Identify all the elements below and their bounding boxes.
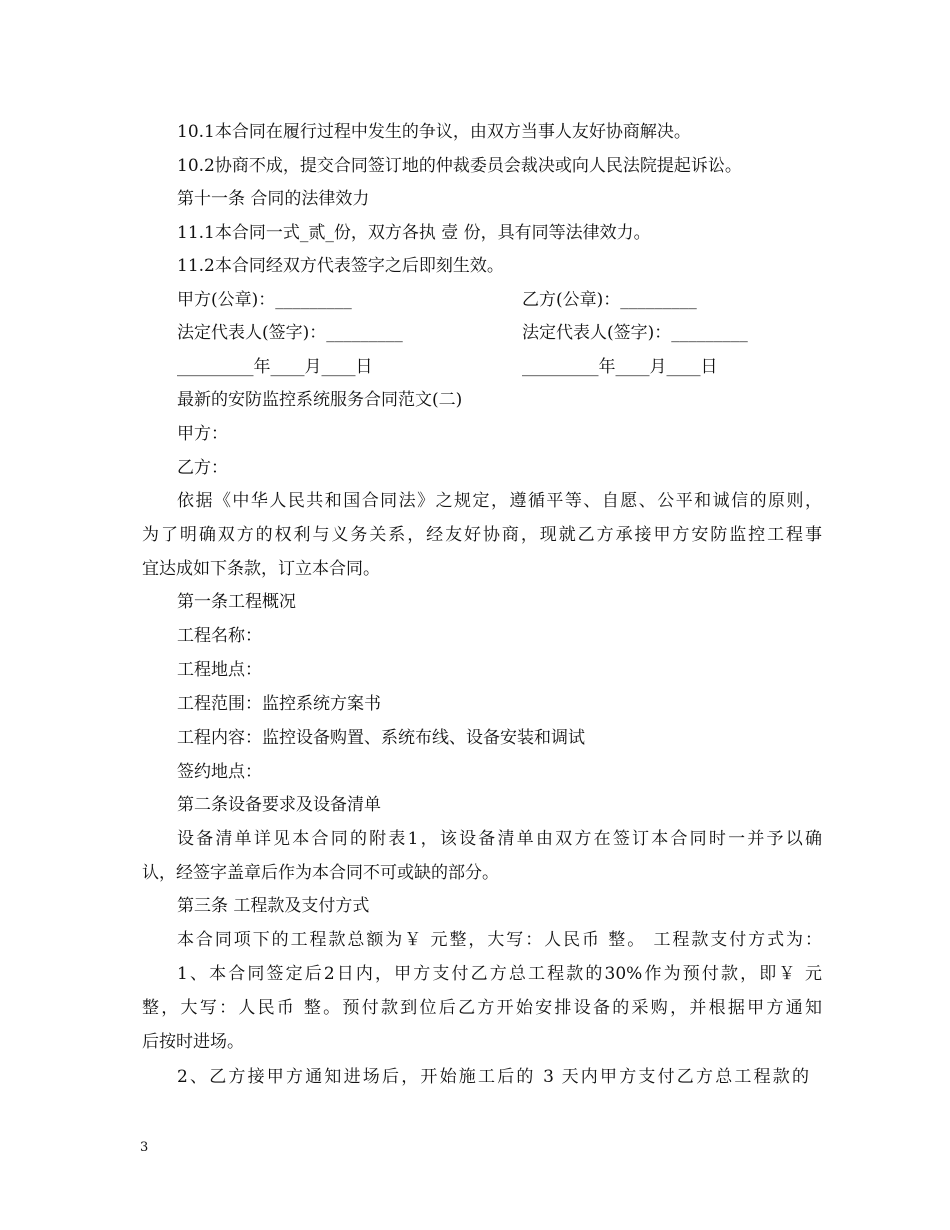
article-2-line-2: 认，经签字盖章后作为本合同不可或缺的部分。 (142, 863, 499, 883)
party-a-representative: 法定代表人(签字)：_________ (177, 323, 403, 343)
article-11-heading: 第十一条 合同的法律效力 (177, 189, 370, 209)
party-b-seal: 乙方(公章)：_________ (522, 290, 697, 310)
page-number: 3 (140, 1140, 149, 1155)
article-3-heading: 第三条 工程款及支付方式 (177, 896, 370, 916)
article-2-line-1: 设备清单详见本合同的附表1，该设备清单由双方在签订本合同时一并予以确 (177, 829, 822, 849)
clause-11-2: 11.2本合同经双方代表签字之后即刻生效。 (177, 256, 504, 276)
payment-1-line-2: 整，大写：人民币 整。预付款到位后乙方开始安排设备的采购，并根据甲方通知 (142, 998, 822, 1018)
payment-2-line-1: 2、乙方接甲方通知进场后，开始施工后的 3 天内甲方支付乙方总工程款的 (177, 1067, 809, 1087)
clause-10-2: 10.2协商不成，提交合同签订地的仲裁委员会裁决或向人民法院提起诉讼。 (177, 156, 742, 176)
party-b-representative: 法定代表人(签字)：_________ (522, 323, 748, 343)
contract-title: 最新的安防监控系统服务合同范文(二) (177, 390, 463, 410)
article-1-heading: 第一条工程概况 (177, 592, 296, 612)
preamble-line-2: 为了明确双方的权利与义务关系，经友好协商，现就乙方承接甲方安防监控工程事 (142, 525, 822, 545)
payment-1-line-1: 1、本合同签定后2日内，甲方支付乙方总工程款的30%作为预付款，即￥ 元 (177, 964, 822, 984)
party-a-date: _________年____月____日 (177, 357, 373, 377)
project-scope: 工程范围：监控系统方案书 (177, 694, 381, 714)
payment-1-line-3: 后按时进场。 (142, 1032, 244, 1052)
party-b-label: 乙方： (177, 458, 228, 478)
signing-location: 签约地点： (177, 762, 262, 782)
party-a-label: 甲方： (177, 424, 228, 444)
project-content: 工程内容：监控设备购置、系统布线、设备安装和调试 (177, 728, 585, 748)
clause-11-1: 11.1本合同一式_贰_份，双方各执 壹 份，具有同等法律效力。 (177, 223, 651, 243)
clause-10-1: 10.1本合同在履行过程中发生的争议，由双方当事人友好协商解决。 (177, 122, 691, 142)
project-location: 工程地点： (177, 660, 262, 680)
party-b-date: _________年____月____日 (522, 357, 718, 377)
project-name: 工程名称： (177, 626, 262, 646)
article-2-heading: 第二条设备要求及设备清单 (177, 795, 381, 815)
preamble-line-1: 依据《中华人民共和国合同法》之规定，遵循平等、自愿、公平和诚信的原则， (177, 491, 822, 511)
article-3-line-1: 本合同项下的工程款总额为￥ 元整，大写：人民币 整。 工程款支付方式为： (177, 930, 822, 950)
preamble-line-3: 宜达成如下条款，订立本合同。 (142, 559, 380, 579)
party-a-seal: 甲方(公章)：_________ (177, 290, 352, 310)
